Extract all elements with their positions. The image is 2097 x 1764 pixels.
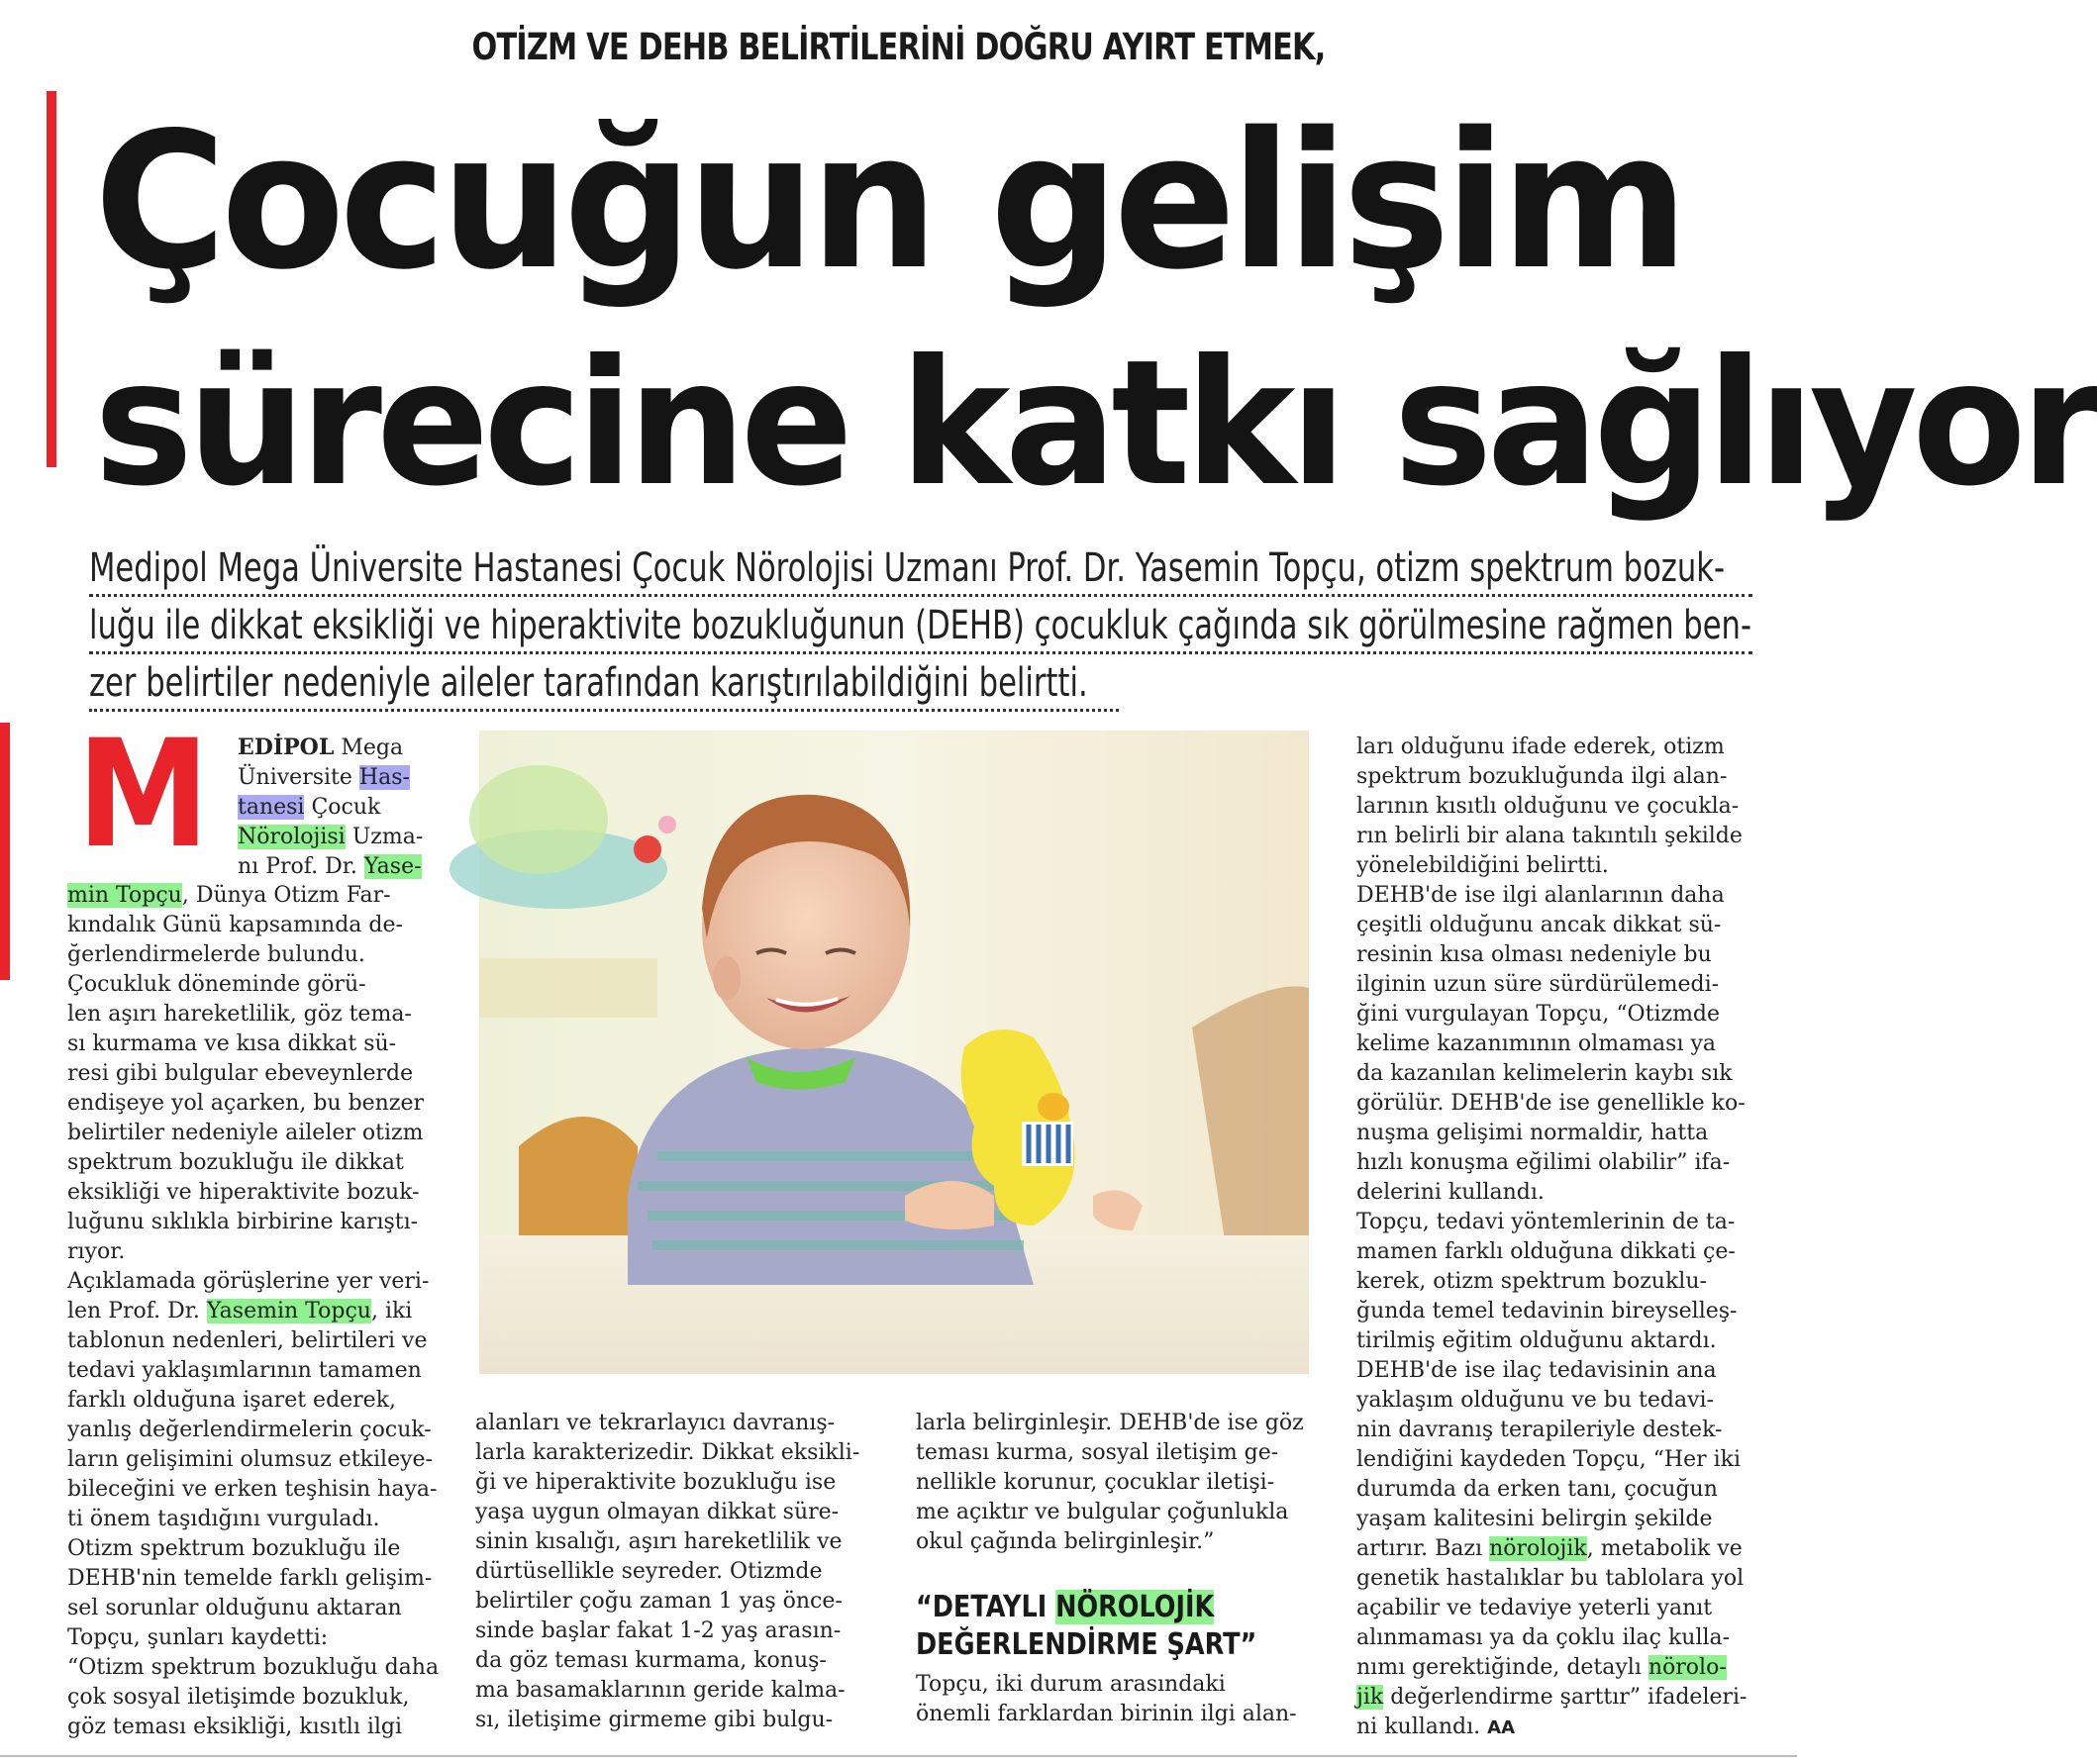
- text-line: spektrum bozukluğu ile dikkat: [67, 1150, 404, 1175]
- text: Uzma-: [345, 825, 424, 849]
- highlight: Has-: [358, 765, 410, 790]
- text-line: yaşam kalitesini belirgin şekilde: [1356, 1507, 1713, 1531]
- text-line: alınmaması ya da çoklu ilaç kulla-: [1356, 1625, 1731, 1650]
- text: nı Prof. Dr.: [238, 854, 364, 879]
- text-line: sinde başlar fakat 1-2 yaş arasın-: [475, 1618, 842, 1643]
- text-line: sinin kısalığı, aşırı hareketlilik ve: [475, 1529, 843, 1554]
- column-2: [475, 1409, 859, 1735]
- text-line: yanlış değerlendirmelerin çocuk-: [67, 1418, 432, 1442]
- text-line: resinin kısa olması nedeniyle bu: [1356, 942, 1712, 967]
- text-line: endişeye yol açarken, bu benzer: [67, 1091, 424, 1116]
- column-3b: [916, 1670, 1297, 1729]
- text-line: da göz teması kurmama, konuş-: [475, 1648, 827, 1673]
- headline-line-2: sürecine katkı sağlıyor: [94, 324, 2097, 525]
- text: Çocuk: [304, 795, 381, 820]
- text-line: larla karakterizedir. Dikkat eksikli-: [475, 1440, 860, 1465]
- text-line: delerini kullandı.: [1356, 1180, 1545, 1205]
- deck: [89, 539, 1752, 712]
- text-line: kerek, otizm spektrum bozuklu-: [1356, 1269, 1707, 1294]
- highlight: jik: [1356, 1685, 1384, 1710]
- text-line: lendiğini kaydeden Topçu, “Her iki: [1356, 1447, 1742, 1472]
- text-line: Otizm spektrum bozukluğu ile: [67, 1536, 401, 1561]
- text: artırır. Bazı: [1356, 1536, 1490, 1561]
- text-line: spektrum bozukluğunda ilgi alan-: [1356, 764, 1728, 789]
- highlight: nörolojik: [1489, 1536, 1587, 1561]
- text-line: DEĞERLENDİRME ŞART”: [916, 1627, 1257, 1662]
- text-line: larla belirginleşir. DEHB'de ise göz: [916, 1411, 1304, 1435]
- deck-line: Medipol Mega Üniversite Hastanesi Çocuk Nörolojisi Uzmanı Prof. Dr. Yasemin Topçu, otizm spektrum bozuk-: [89, 545, 1726, 591]
- text-line: mamen farklı olduğuna dikkati çe-: [1356, 1239, 1736, 1264]
- text-line: DEHB'nin temelde farklı gelişim-: [67, 1566, 433, 1591]
- article-photo: [479, 731, 1309, 1374]
- text-line: tirilmiş eğitim olduğunu aktardı.: [1356, 1328, 1717, 1353]
- text-line: “Otizm spektrum bozukluğu daha: [67, 1655, 440, 1680]
- text-line: görülür. DEHB'de ise genellikle ko-: [1356, 1091, 1746, 1116]
- text-line: kelime kazanımının olmaması ya: [1356, 1031, 1717, 1056]
- text-line: sel sorunlar olduğunu aktaran: [67, 1596, 402, 1620]
- text-line: belirtiler çoğu zaman 1 yaş önce-: [475, 1589, 843, 1614]
- text: , metabolik ve: [1586, 1536, 1743, 1561]
- source-tag: AA: [1487, 1717, 1516, 1738]
- text-line: alanları ve tekrarlayıcı davranış-: [475, 1411, 836, 1435]
- text: Mega: [334, 735, 404, 760]
- text-line: durumda da erken tanı, çocuğun: [1356, 1477, 1718, 1502]
- text-line: önemli farklardan birinin ilgi alan-: [916, 1702, 1297, 1726]
- text-line: Topçu, şunları kaydetti:: [67, 1625, 329, 1650]
- column-accent-bar: [0, 723, 10, 980]
- text-line: nuşma gelişimi normaldir, hatta: [1356, 1121, 1709, 1145]
- text-line: nin davranış terapileriyle destek-: [1356, 1418, 1723, 1442]
- intro-bold: EDİPOL: [238, 735, 335, 760]
- text-line: da kazanılan kelimelerin kaybı sık: [1356, 1061, 1733, 1086]
- deck-line: luğu ile dikkat eksikliği ve hiperaktivite bozukluğunun (DEHB) çocukluk çağında sık görülmesine rağmen ben-: [89, 603, 1751, 648]
- deck-underline: [89, 594, 1752, 597]
- highlight: nörolo-: [1648, 1655, 1727, 1680]
- text: Üniversite: [238, 765, 359, 790]
- highlight: Nörolojisi: [238, 825, 346, 849]
- highlight: Yase-: [363, 854, 422, 879]
- text-line: belirtiler nedeniyle aileler otizm: [67, 1121, 424, 1145]
- text: , Dünya Otizm Far-: [181, 883, 391, 908]
- text-line: larının kısıtlı olduğunu ve çocukla-: [1356, 794, 1740, 819]
- text-line: Topçu, tedavi yöntemlerinin de ta-: [1356, 1210, 1736, 1234]
- text-line: luğunu sıklıkla birbirine karıştı-: [67, 1210, 419, 1234]
- text-line: bileceğini ve erken teşhisin haya-: [67, 1477, 438, 1502]
- text-line: dürtüsellikle seyreder. Otizmde: [475, 1559, 823, 1584]
- text: len Prof. Dr.: [67, 1299, 207, 1323]
- highlight: Yasemin Topçu: [206, 1299, 371, 1323]
- headline-accent-bar: [47, 91, 56, 467]
- dropcap: M: [76, 709, 210, 881]
- text-line: genetik hastalıklar bu tablolara yol: [1356, 1566, 1745, 1591]
- text-line: çeşitli olduğunu ancak dikkat sü-: [1356, 913, 1722, 937]
- text-line: ları olduğunu ifade ederek, otizm: [1356, 735, 1725, 759]
- text-line: resi gibi bulgular ebeveynlerde: [67, 1061, 414, 1086]
- column-1: [67, 881, 439, 1742]
- text-line: açabilir ve tedaviye yeterli yanıt: [1356, 1596, 1713, 1620]
- text-line: okul çağında belirginleşir.”: [916, 1529, 1215, 1554]
- column-4: [1356, 733, 1748, 1743]
- text-line: nellikle korunur, çocuklar iletişi-: [916, 1470, 1275, 1495]
- text-line: Çocukluk döneminde görü-: [67, 972, 366, 997]
- text: nımı gerektiğinde, detaylı: [1356, 1655, 1648, 1680]
- column-1-intro: [238, 733, 423, 882]
- text-line: me açıktır ve bulgular çoğunlukla: [916, 1500, 1289, 1524]
- text-line: tablonun nedenleri, belirtileri ve: [67, 1328, 428, 1353]
- text-line: DEHB'de ise ilgi alanlarının daha: [1356, 883, 1725, 908]
- highlight: tanesi: [238, 795, 305, 820]
- text-line: hızlı konuşma eğilimi olabilir” ifa-: [1356, 1150, 1731, 1175]
- text-line: len aşırı hareketlilik, göz tema-: [67, 1002, 412, 1027]
- text-line: teması kurma, sosyal iletişim ge-: [916, 1440, 1279, 1465]
- text-line: sı kurmama ve kısa dikkat sü-: [67, 1031, 397, 1056]
- text-line: yaşa uygun olmayan dikkat süre-: [475, 1500, 840, 1524]
- text-line: göz teması eksikliği, kısıtlı ilgi: [67, 1715, 403, 1739]
- text-line: rın belirli bir alana takıntılı şekilde: [1356, 824, 1743, 848]
- text-line: yaklaşım olduğunu ve bu tedavi-: [1356, 1388, 1714, 1413]
- text-line: ların gelişimini olumsuz etkileye-: [67, 1447, 433, 1472]
- text: değerlendirme şarttır” ifadeleri-: [1383, 1685, 1748, 1710]
- text-line: ğini vurgulayan Topçu, “Otizmde: [1356, 1002, 1721, 1027]
- footer-rule: [0, 1755, 1797, 1757]
- deck-underline: [89, 709, 1119, 712]
- text-line: kındalık Günü kapsamında de-: [67, 913, 403, 937]
- text-line: ğerlendirmelerde bulundu.: [67, 942, 365, 967]
- text-line: çok sosyal iletişimde bozukluk,: [67, 1685, 410, 1710]
- text-line: Açıklamada görüşlerine yer veri-: [67, 1269, 430, 1294]
- text-line: farklı olduğuna işaret ederek,: [67, 1388, 397, 1413]
- text: ni kullandı.: [1356, 1715, 1488, 1739]
- text-line: tedavi yaklaşımlarının tamamen: [67, 1358, 422, 1383]
- text-line: yönelebildiğini belirtti.: [1356, 853, 1609, 878]
- text-line: Topçu, iki durum arasındaki: [916, 1672, 1226, 1697]
- highlight: min Topçu: [67, 883, 182, 908]
- text-line: ği ve hiperaktivite bozukluğu ise: [475, 1470, 837, 1495]
- kicker: OTİZM VE DEHB BELİRTİLERİNİ DOĞRU AYIRT ETMEK,: [471, 26, 1326, 68]
- column-3: [916, 1409, 1304, 1557]
- text-line: DEHB'de ise ilaç tedavisinin ana: [1356, 1358, 1717, 1383]
- deck-underline: [89, 651, 1752, 654]
- highlight: NÖROLOJİK: [1055, 1590, 1215, 1624]
- text-line: ma basamaklarının geride kalma-: [475, 1678, 846, 1703]
- text: “DETAYLI: [916, 1590, 1056, 1624]
- subheading: [916, 1589, 1317, 1664]
- text-line: eksikliği ve hiperaktivite bozuk-: [67, 1180, 420, 1205]
- text-line: ilginin uzun süre sürdürülemedi-: [1356, 972, 1720, 997]
- child-with-toy-photo: [479, 731, 1309, 1374]
- text-line: ğunda temel tedavinin bireyselleş-: [1356, 1299, 1738, 1323]
- text: , iki: [370, 1299, 413, 1323]
- text-line: ti önem taşıdığını vurguladı.: [67, 1507, 380, 1531]
- text-line: sı, iletişime girmeme gibi bulgu-: [475, 1708, 834, 1732]
- headline-line-1: Çocuğun gelişim: [94, 92, 1683, 311]
- text-line: rıyor.: [67, 1239, 126, 1264]
- deck-line: zer belirtiler nedeniyle aileler tarafından karıştırılabildiğini belirtti.: [89, 660, 1088, 706]
